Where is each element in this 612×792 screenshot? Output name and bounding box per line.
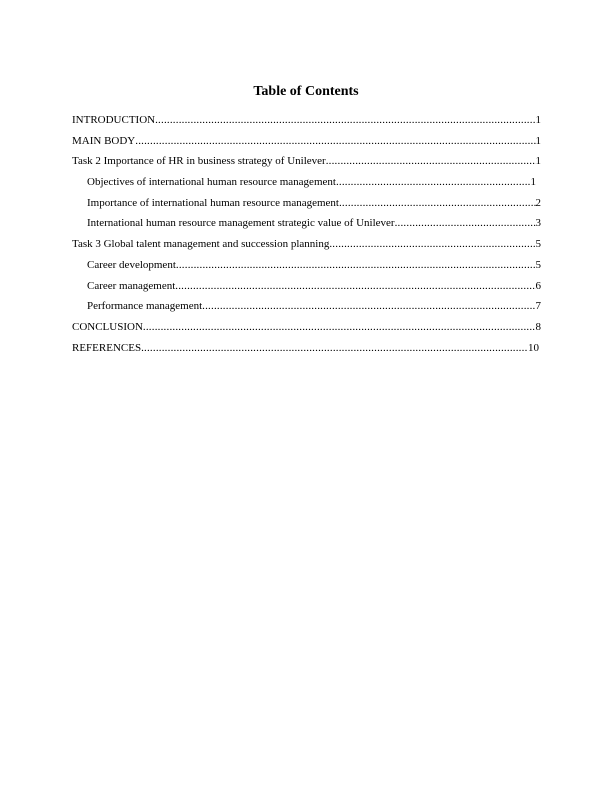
toc-entry-text: Objectives of international human resource management: [87, 176, 336, 189]
toc-page-number: 2: [535, 196, 541, 209]
toc-entry-career-management[interactable]: [87, 280, 541, 301]
toc-entry-text: REFERENCES: [72, 341, 142, 354]
toc-dot-leader: [202, 300, 535, 313]
toc-page-number: 1: [535, 114, 541, 126]
toc-dot-leader: [336, 176, 531, 189]
toc-entry-text: Career management: [87, 279, 176, 292]
toc-page-number: 1: [530, 176, 536, 189]
toc-page-number: 1: [535, 134, 541, 147]
toc-dot-leader: [135, 135, 535, 148]
toc-entry-text: INTRODUCTION: [72, 114, 156, 126]
toc-entry-task-2[interactable]: [72, 155, 541, 176]
toc-page-number: 7: [535, 300, 541, 313]
toc-dot-leader: [175, 280, 535, 293]
toc-title: Table of Contents: [253, 84, 359, 99]
toc-list: [72, 114, 542, 362]
toc-dot-leader: [155, 114, 535, 127]
toc-entry-text: Performance management: [87, 300, 203, 313]
toc-entry-text: Task 2 Importance of HR in business strategy of Unilever: [72, 155, 326, 168]
toc-entry-importance-ihrm[interactable]: [87, 197, 541, 218]
toc-entry-text: Importance of international human resource management: [87, 196, 339, 209]
toc-entry-performance-management[interactable]: [87, 300, 541, 321]
toc-entry-text: MAIN BODY: [72, 134, 136, 147]
toc-entry-introduction[interactable]: [72, 114, 541, 135]
toc-page-number: 6: [535, 279, 541, 292]
toc-dot-leader: [326, 155, 536, 168]
toc-entry-conclusion[interactable]: [72, 321, 541, 342]
toc-entry-references[interactable]: [72, 342, 539, 363]
toc-page-number: 3: [535, 217, 541, 230]
toc-entry-text: Career development: [87, 258, 176, 271]
toc-entry-objectives-ihrm[interactable]: [87, 176, 536, 197]
toc-entry-career-development[interactable]: [87, 259, 541, 280]
toc-dot-leader: [176, 259, 536, 272]
toc-page-number: 10: [528, 341, 539, 354]
toc-entry-text: CONCLUSION: [72, 320, 143, 333]
toc-dot-leader: [329, 238, 535, 251]
toc-entry-task-3[interactable]: [72, 238, 541, 259]
toc-page-number: 5: [535, 238, 541, 251]
toc-entry-main-body[interactable]: [72, 135, 541, 156]
toc-page-number: 1: [535, 155, 541, 168]
toc-entry-text: Task 3 Global talent management and succession planning: [72, 238, 330, 251]
toc-dot-leader: [395, 217, 536, 230]
toc-entry-text: International human resource management strategic value of Unilever: [87, 217, 395, 230]
toc-entry-strategic-value[interactable]: [87, 217, 541, 238]
toc-page-number: 5: [535, 258, 541, 271]
toc-dot-leader: [339, 197, 536, 210]
toc-page-number: 8: [535, 320, 541, 333]
toc-dot-leader: [143, 321, 536, 334]
toc-dot-leader: [141, 342, 528, 355]
